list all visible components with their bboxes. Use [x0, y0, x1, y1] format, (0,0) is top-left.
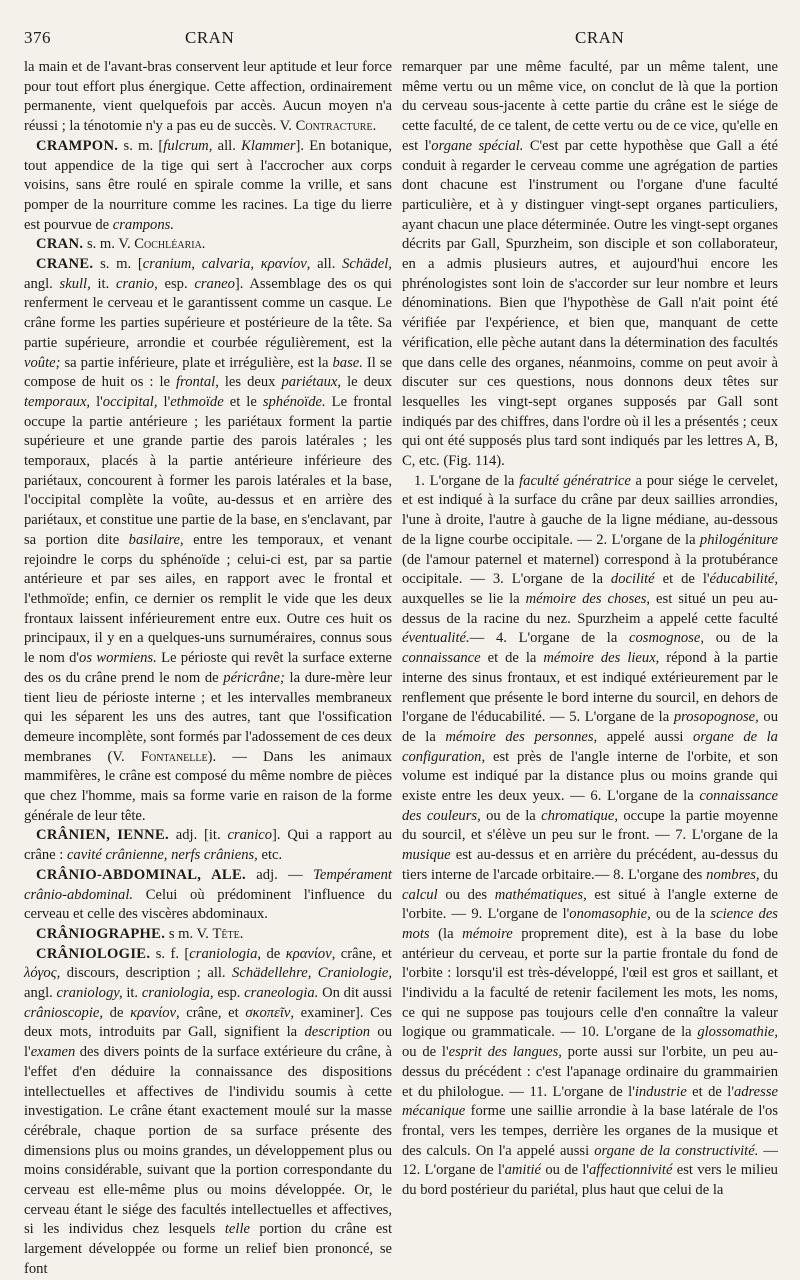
cross-reference: Contracture. — [295, 118, 377, 135]
page-number: 376 — [24, 28, 51, 47]
entry-cran: CRAN. s. m. V. Cochléaria. — [36, 236, 206, 253]
organ-list-paragraph: 1. L'organe de la faculté génératrice a pour siége le cervelet, et est indiqué à la surface du crâne par deux saillies arrondies, l'une à droite, l'autre à gauche de la ligne médiane, au-dessous de la ligne courbe occipitale. — 2. L'organe de la philogéniture (de l'amour paternel et maternel) correspond à la protubérance occipitale. — 3. L'organe de la docilité et de l'éducabilité, auxquelles se lie la mémoire des choses, est situé un peu au-dessus de la racine du nez. Spurzheim a appelé cette faculté éventualité.— 4. L'organe de la cosmognose, ou de la connaissance et de la mémoire des lieux, répond à la partie interne des sinus frontaux, et est indiqué extérieurement par le renflement que présente le bord interne du sourcil, en dehors de l'organe de l'éducabilité. — 5. L'organe de la prosopognose, ou de la mémoire des personnes, appelé aussi organe de la configuration, est près de l'angle interne de l'orbite, et son volume est indiqué par la distance plus ou moins grande qui existe entre les deux yeux. — 6. L'organe de la connaissance des couleurs, ou de la chromatique, occupe la partie moyenne du sourcil, et s'élève un peu sur le front. — 7. L'organe de la musique est au-dessus et en arrière du précédent, au-dessus du tiers interne de l'arcade orbitaire.— 8. L'organe des nombres, du calcul ou des mathématiques, est situé à l'angle externe de l'orbite. — 9. L'organe de l'onomasophie, ou de la science des mots (la mémoire proprement dite), est à la base du lobe antérieur du cerveau, et porte sur la partie frontale du fond de l'orbite : lorsqu'il est très-développé, l'œil est gros et saillant, et l'individu a la faculté de retenir facilement les mots, les noms, ce qui ne suppose pas toujours celle d'en connaître la valeur logique ou grammaticale. — 10. L'organe de la glossomathie, ou de l'esprit des langues, porte aussi sur l'orbite, un peu au-dessus du précédent : c'est l'apanage ordinaire du grammairien et du philologue. — 11. L'organe de l'industrie et de l'adresse mécanique forme une saillie arrondie à la base latérale de l'os frontal, vers les tempes, derrière les organes de la musique et des calculs. On l'a appelé aussi organe de la constructivité. — 12. L'organe de l'amitié ou de l'affectionnivité est vers le milieu du bord postérieur du pariétal, plus haut que celui de la — [402, 472, 779, 1199]
running-head-right: CRAN — [575, 28, 625, 47]
entry-cranien: CRÂNIEN, IENNE. adj. [it. cranico]. Qui a rapport au crâne : cavité crânienne, nerfs crâniens, etc. — [24, 827, 393, 864]
cross-reference: Fontanelle — [140, 748, 208, 765]
headword: CRAMPON. — [36, 137, 119, 154]
headword: CRANE. — [36, 256, 94, 273]
headword: CRÂNIOLOGIE. — [36, 945, 151, 962]
headword: CRÂNIO-ABDOMINAL, ALE. — [36, 866, 246, 883]
cross-reference: Cochléaria. — [134, 236, 206, 253]
running-head-left: CRAN — [185, 28, 235, 47]
headword: CRAN. — [36, 236, 84, 253]
cross-reference: Tête. — [212, 925, 244, 942]
entry-crane: CRANE. s. m. [cranium, calvaria, κρανίον, all. Schädel, angl. skull, it. cranio, esp. craneo]. Assemblage des os qui renferment le cerveau et le garantissent comme un casque. Le crâne forme les parties supérieure et postérieure de la tête. Sa partie supérieure, arrondie et courbée régulièrement, est la voûte; sa partie inférieure, plate et irrégulière, est la base. Il se compose de huit os : le frontal, les deux pariétaux, le deux temporaux, l'occipital, l'ethmoïde et le sphénoïde. Le frontal occupe la partie antérieure ; les pariétaux forment la partie supérieure et une grande partie des parois latérales ; les temporaux, placés à la partie antérieure inférieure des pariétaux, concourent à former les parois latérales et la base, l'occipital complète la voûte, au-dessus et en arrière des pariétaux, et constitue une partie de la base, en s'enclavant, par sa portion dite basilaire, entre les temporaux, et venant rejoindre le corps du sphénoïde ; celui-ci est, par sa partie antérieure et par ses ailes, en rapport avec le frontal et l'ethmoïde; enfin, ce dernier os remplit le vide que les deux frontaux laissent inférieurement entre eux. Outre ces huit os principaux, il y en a quelques-uns surnuméraires, connus sous le nom d'os wormiens. Le périoste qui revêt la surface externe des os du crâne prend le nom de péricrâne; la dure-mère leur tient lieu de périoste interne ; et les intervalles membraneux qui les séparent les uns des autres, tant que l'ossification demeure incomplète, sont formés par l'adossement de ces deux membranes (V. Fontanelle). — Dans les animaux mammifères, le crâne est composé du même nombre de pièces que chez l'homme, mais sa forme varie en raison de la forme générale de leur tête. — [24, 256, 393, 824]
continued-paragraph: remarquer par une même faculté, par un même talent, une même vertu ou un même vice, on conclut de là que la portion du cerveau sous-jacente à cette partie du crâne est le siége de cette faculté, de ce talent, de cette vertu ou de ce vice, qu'elle en est l'organe spécial. C'est par cette hypothèse que Gall a été conduit à regarder le cerveau comme une agrégation de parties dont chacune est l'instrument ou l'organe d'une faculté particulière, et à y distinguer vingt-sept organes particuliers, ayant chacun une place déterminée. Outre les vingt-sept organes décrits par Gall, Spurzheim, son disciple et son collaborateur, en a admis plusieurs autres, et aujourd'hui encore les phrénologistes sont loin de s'accorder sur leur nombre et leurs dénominations. Bien que l'hypothèse de Gall n'ait point été vérifiée par l'expérience, et bien que, manquant de cette vérification, elle pèche autant dans la détermination des facultés que dans celle des organes, néanmoins, comme on peut avoir à discuter sur ces questions, nous donnons deux têtes sur lesquelles les vingt-sept organes supposés par Gall sont indiqués par des chiffres, dans l'ordre où il les a présentés ; ceux qui ont été supposés plus tard sont indiqués par les lettres A, B, C, etc. (Fig. 114). — [402, 59, 779, 470]
continued-paragraph: la main et de l'avant-bras conservent leur aptitude et leur force pour tout effort plus énergique. Cette affection, ordinairement permanente, vient quelquefois par accès. Aucun moyen n'a réussi ; la ténotomie n'y a pas eu de succès. V. Contracture. — [24, 59, 392, 135]
left-column — [24, 58, 392, 1280]
entry-craniologie: CRÂNIOLOGIE. s. f. [craniologia, de κρανίον, crâne, et λόγος, discours, description ; all. Schädellehre, Craniologie, angl. craniology, it. craniologia, esp. craneologia. On dit aussi crânioscopie, de κρανίον, crâne, et σκοπεῖν, examiner]. Ces deux mots, introduits par Gall, signifient la description ou l'examen des divers points de la surface extérieure du crâne, à l'effet d'en déduire la connaissance des dispositions intellectuelles et affectives de l'individu soumis à cette investigation. Le crâne étant exactement moulé sur la masse cérébrale, chaque portion de sa surface présente des dimensions plus ou moins grandes, un développement plus ou moins considérable, suivant que la portion correspondante du cerveau est elle-même plus ou moins développée. Or, le cerveau étant le siége des facultés intellectuelles et affectives, si les individus chez lesquels telle portion du crâne est largement développée ou forme un relief bien prononcé, se font — [24, 945, 392, 1277]
entry-cranio-abdominal: CRÂNIO-ABDOMINAL, ALE. adj. — Tempérament crânio-abdominal. Celui où prédominent l'influence du cerveau et celle des viscères abdominaux. — [24, 866, 392, 923]
headword: CRÂNIEN, IENNE. — [36, 827, 169, 844]
right-column — [402, 58, 778, 1201]
entry-crampon: CRAMPON. s. m. [fulcrum, all. Klammer]. En botanique, tout appendice de la tige qui sert à l'accrocher aux corps voisins, sans être roulé en spirale comme la vrille, et sans pomper de la nourriture comme les racines. La tige du lierre est pourvue de crampons. — [24, 137, 392, 233]
headword: CRÂNIOGRAPHE. — [36, 925, 166, 942]
entry-craniographe: CRÂNIOGRAPHE. s m. V. Tête. — [36, 925, 244, 942]
